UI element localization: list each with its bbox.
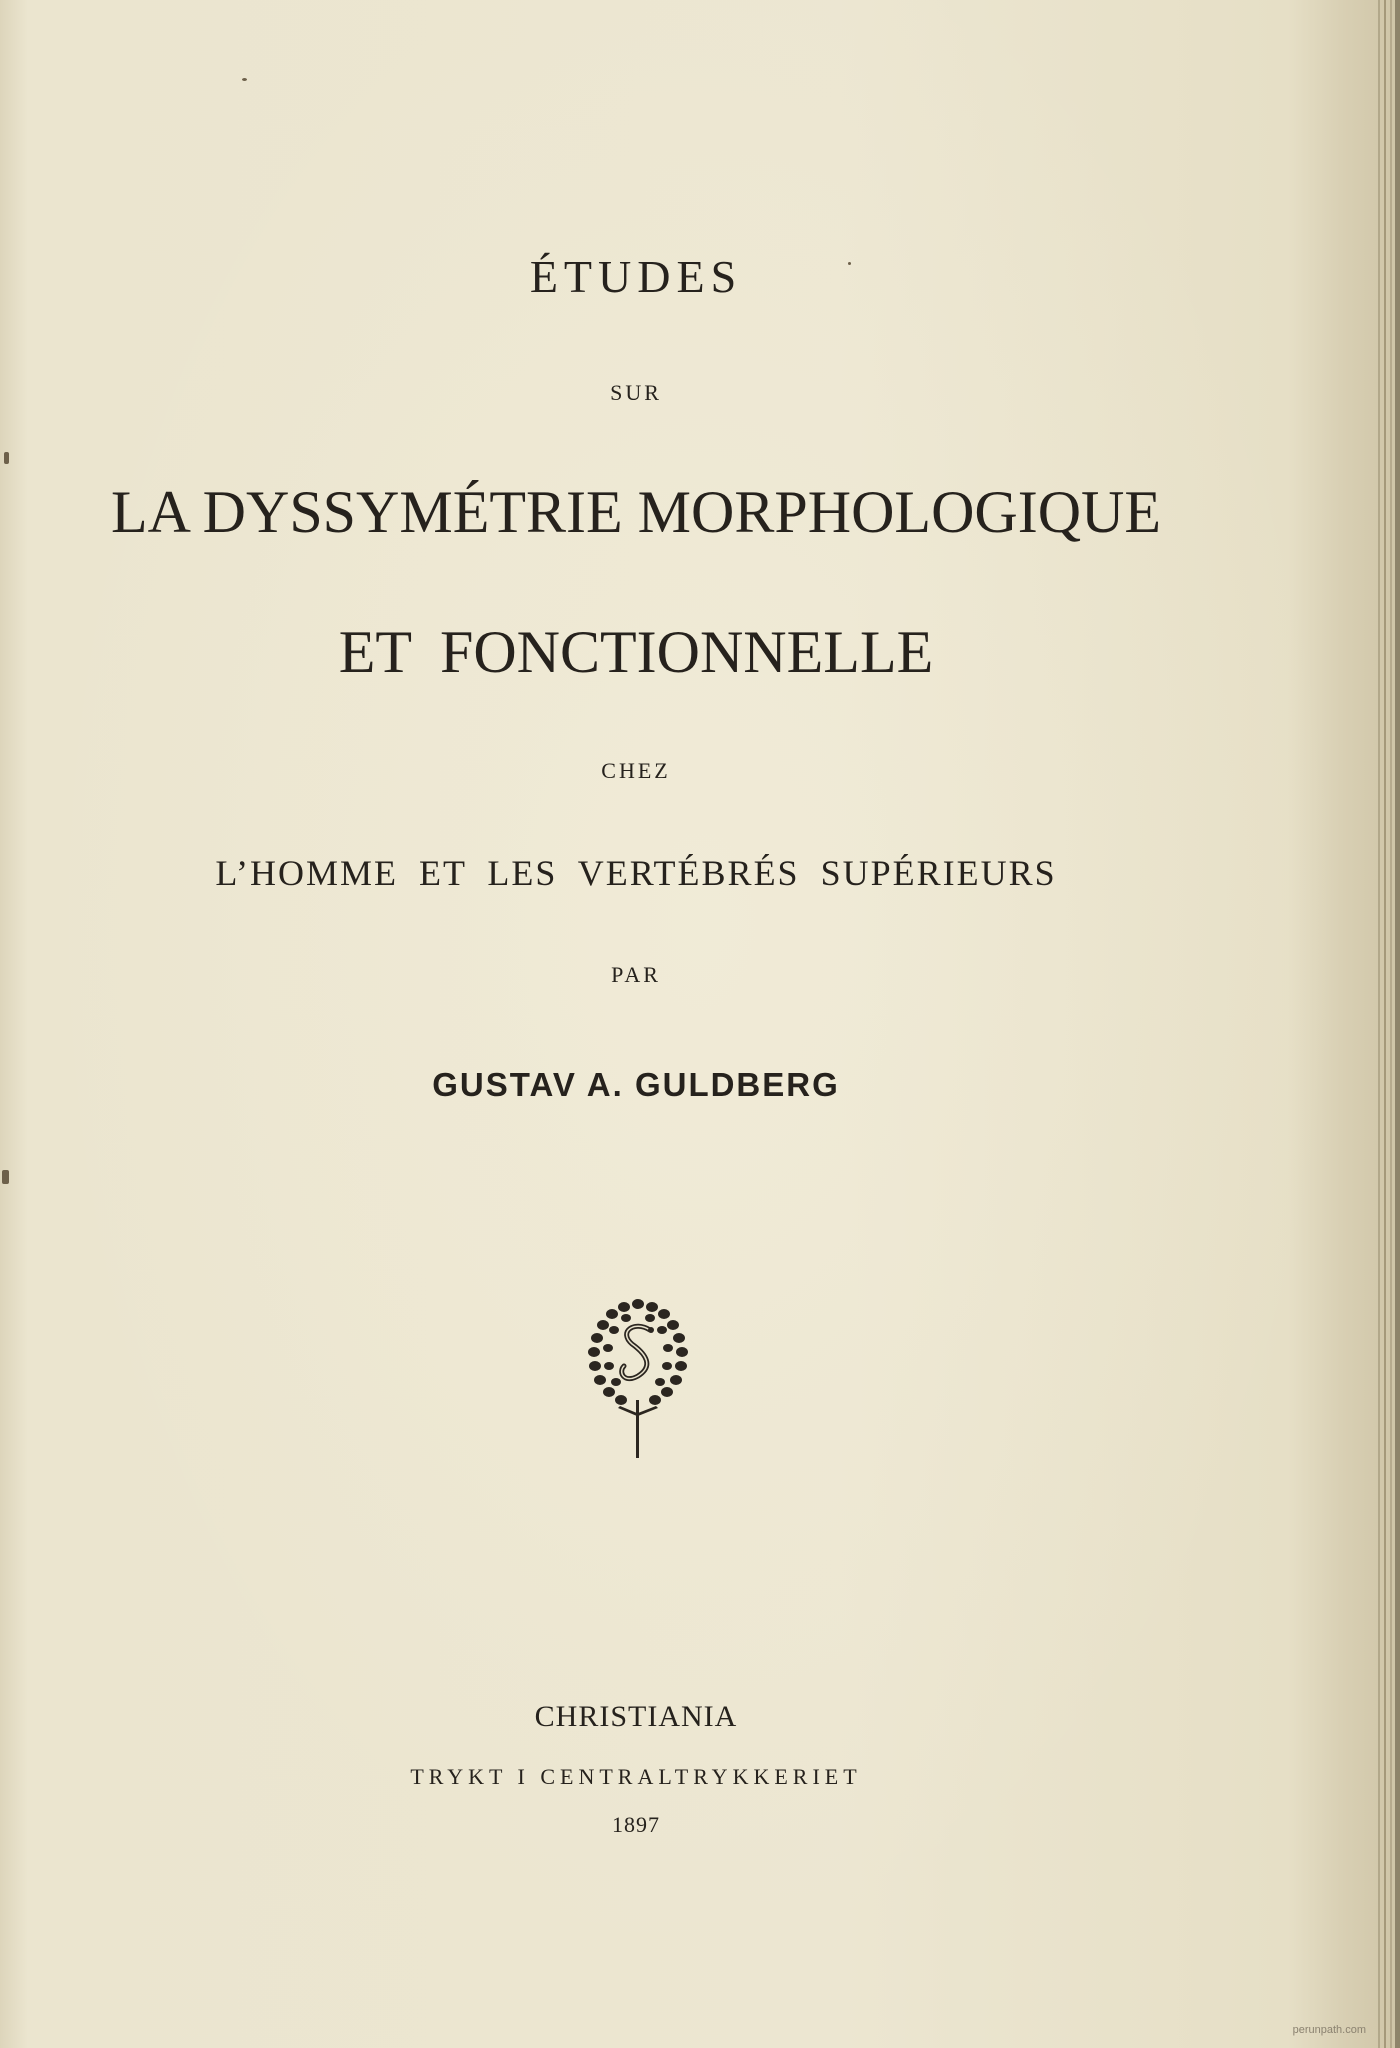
imprint-printer: TRYKT I CENTRALTRYKKERIET [410,1764,862,1789]
main-title-line-1: LA DYSSYMÉTRIE MORPHOLOGIQUE [110,479,1162,545]
main-title-line-2: ET FONCTIONNELLE [338,619,934,685]
heading-etudes: ÉTUDES [529,251,743,302]
page-edge [1384,0,1386,2048]
connector-par: PAR [611,962,661,987]
page-edge [1390,0,1392,2048]
subject-line: L’HOMME ET LES VERTÉBRÉS SUPÉRIEURS [215,853,1057,893]
watermark-text: perunpath.com [1292,2024,1366,2036]
connector-sur: SUR [610,380,662,405]
imprint-city: CHRISTIANIA [534,1700,738,1733]
page-edge [1378,0,1380,2048]
paper-speck [242,78,247,81]
paper-speck [2,1170,9,1184]
imprint-year: 1897 [612,1812,660,1837]
author-name: GUSTAV A. GULDBERG [432,1066,840,1103]
connector-chez: CHEZ [601,758,671,783]
tree-ornament-icon [574,1296,702,1460]
paper-speck [4,452,9,464]
page-edge [1395,0,1400,2048]
